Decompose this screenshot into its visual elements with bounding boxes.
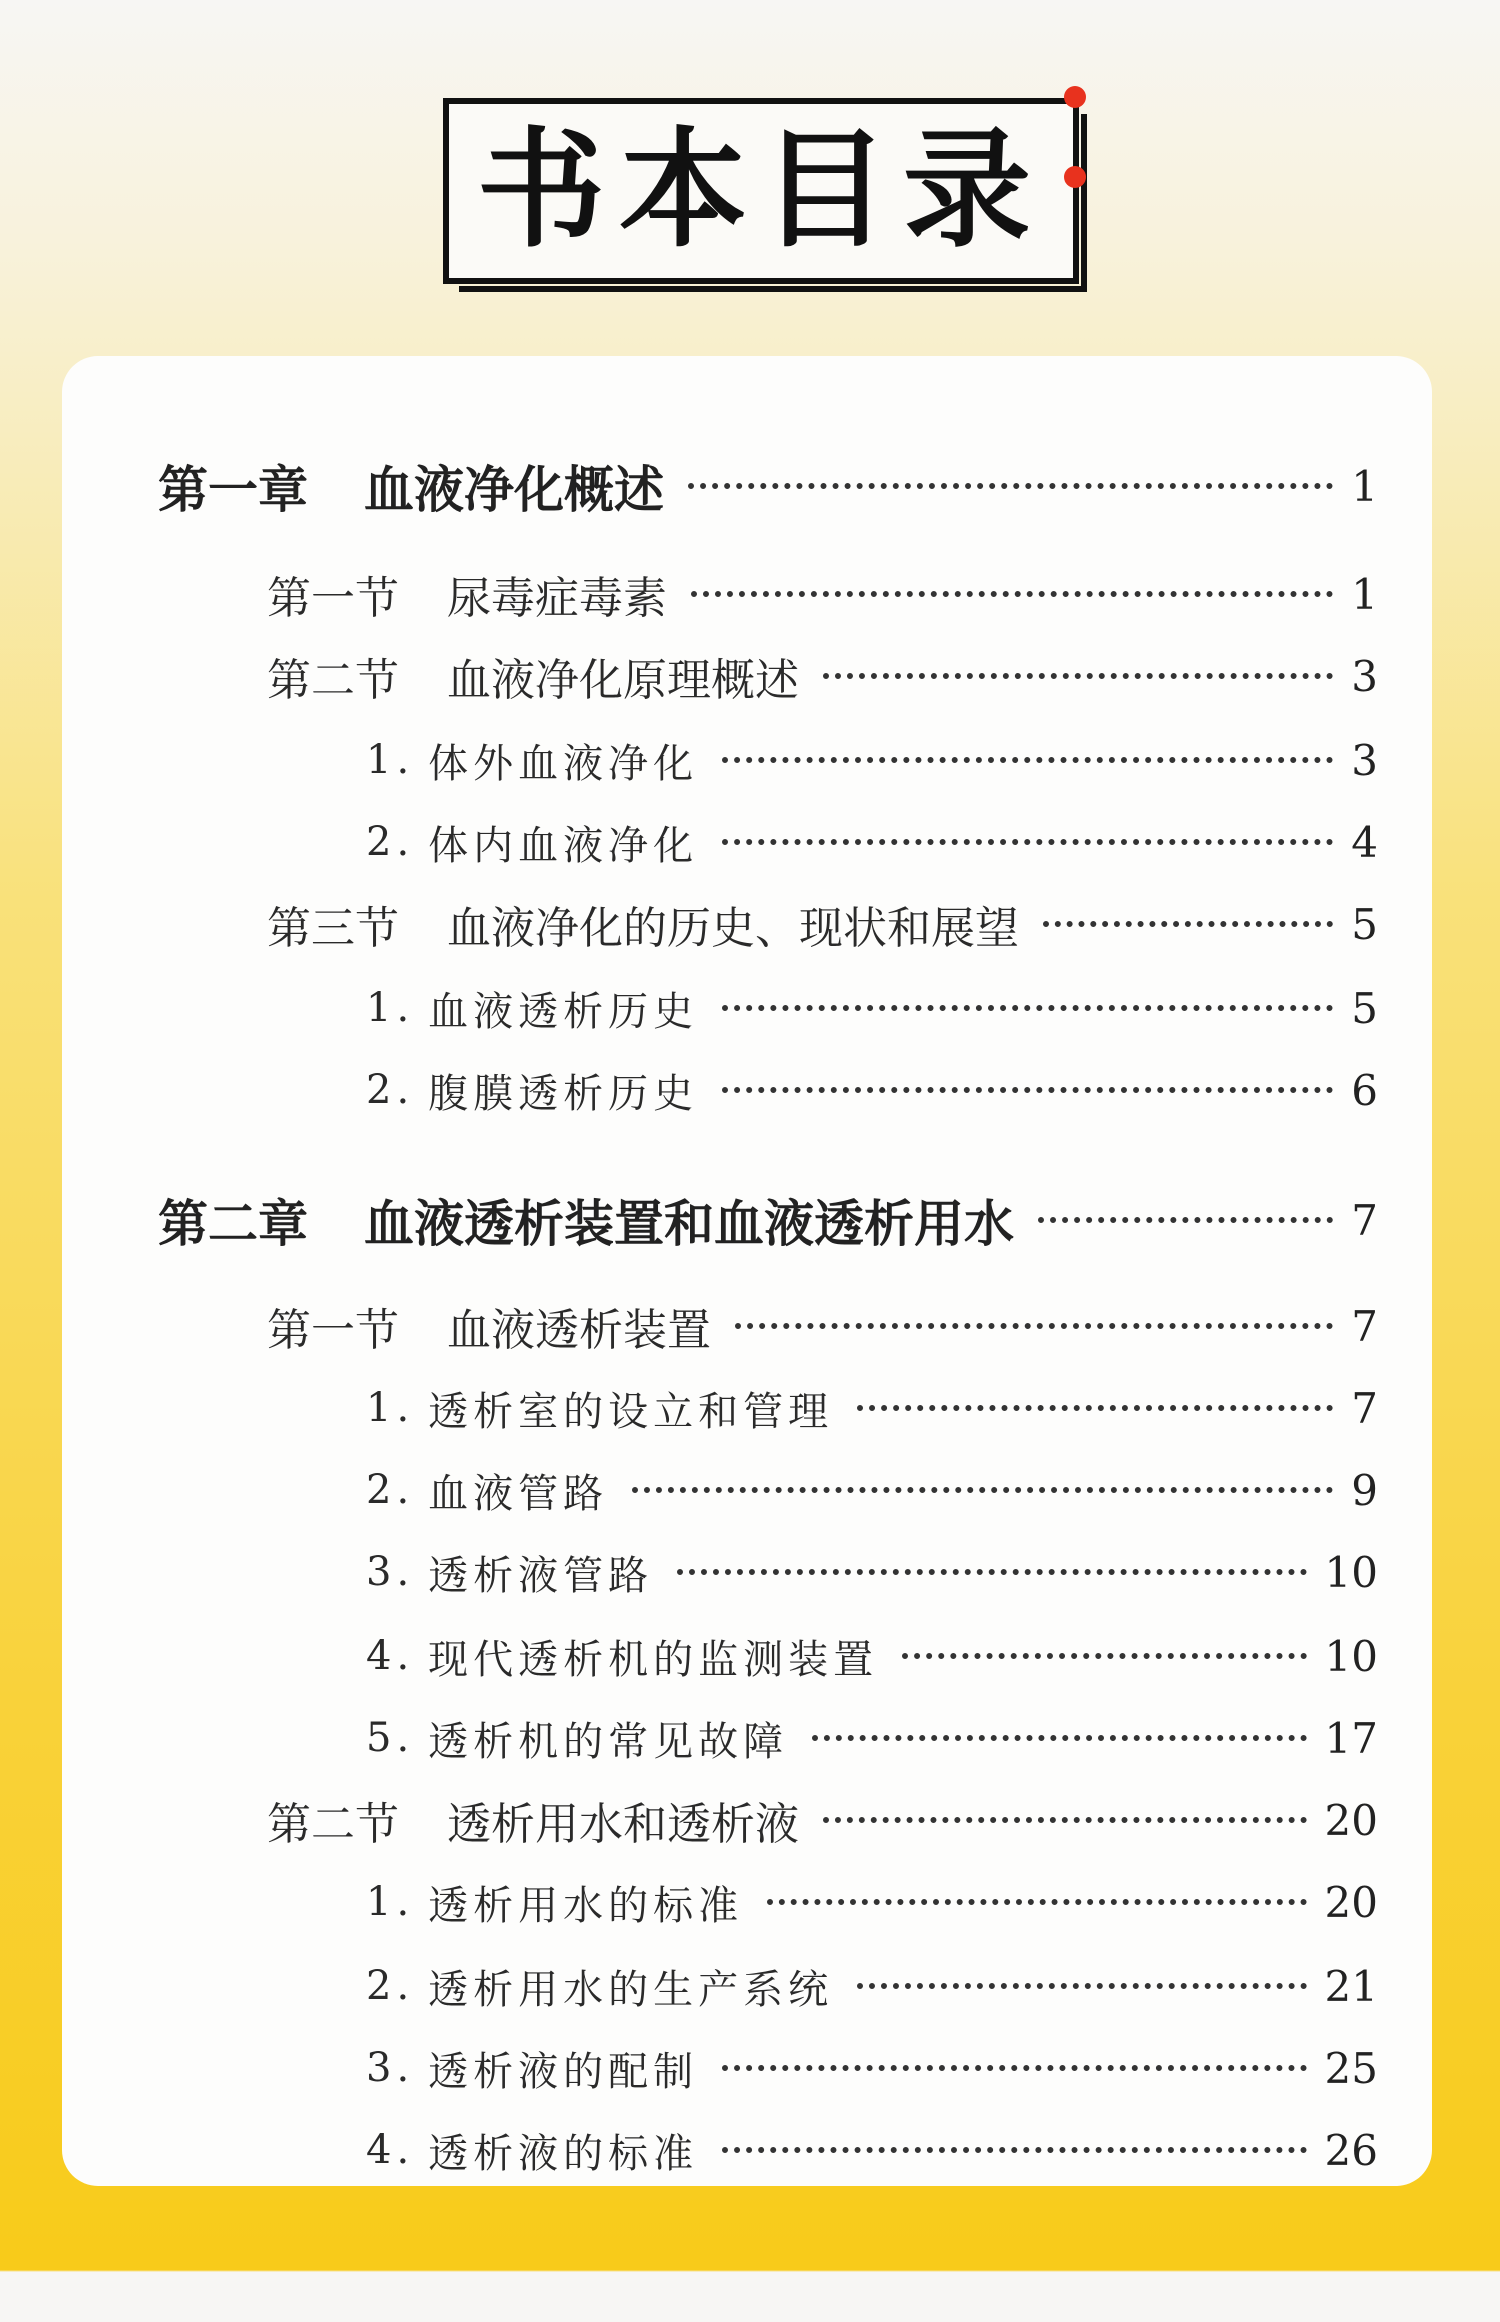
leader-dots bbox=[722, 757, 1333, 763]
toc-page: 20 bbox=[1324, 1795, 1378, 1845]
toc-page: 7 bbox=[1351, 1383, 1378, 1433]
toc-chapter bbox=[158, 446, 1378, 526]
toc-title: 血液净化概述 bbox=[364, 461, 664, 519]
toc-title: 尿毒症毒素 bbox=[447, 573, 667, 624]
toc-page: 17 bbox=[1324, 1713, 1378, 1763]
toc-label: 2. bbox=[366, 1963, 415, 2009]
toc-page: 3 bbox=[1351, 735, 1378, 785]
toc-item bbox=[366, 1700, 1378, 1776]
toc-title: 透析机的常见故障 bbox=[428, 1718, 789, 1765]
title-box bbox=[443, 98, 1079, 284]
leader-dots bbox=[735, 1323, 1333, 1329]
toc-label: 第一节 bbox=[267, 1305, 399, 1356]
toc-section bbox=[267, 1288, 1378, 1364]
leader-dots bbox=[722, 2065, 1306, 2071]
toc-label: 4. bbox=[366, 2127, 415, 2173]
toc-label: 第二章 bbox=[158, 1195, 308, 1253]
toc-chapter bbox=[158, 1180, 1378, 1260]
toc-section bbox=[267, 556, 1378, 632]
leader-dots bbox=[857, 1983, 1306, 1989]
toc-page: 4 bbox=[1351, 817, 1378, 867]
toc-page: 3 bbox=[1351, 651, 1378, 701]
toc-title: 血液透析装置和血液透析用水 bbox=[364, 1195, 1014, 1253]
toc-page: 6 bbox=[1351, 1065, 1378, 1115]
leader-dots bbox=[691, 591, 1333, 597]
leader-dots bbox=[1038, 1217, 1333, 1223]
toc-label: 第一章 bbox=[158, 461, 308, 519]
toc-label: 1. bbox=[366, 985, 415, 1031]
toc-item bbox=[366, 1452, 1378, 1528]
toc-page: 20 bbox=[1324, 1877, 1378, 1927]
toc-label: 1. bbox=[366, 1879, 415, 1925]
toc-item bbox=[366, 2030, 1378, 2106]
toc-page: 26 bbox=[1324, 2125, 1378, 2175]
toc-item bbox=[366, 1370, 1378, 1446]
toc-label: 5. bbox=[366, 1715, 415, 1761]
toc-item bbox=[366, 1052, 1378, 1128]
toc-title: 血液净化原理概述 bbox=[447, 655, 799, 706]
toc-item bbox=[366, 970, 1378, 1046]
toc-title: 血液管路 bbox=[428, 1470, 609, 1517]
toc-page: 5 bbox=[1351, 983, 1378, 1033]
toc-page: 5 bbox=[1351, 899, 1378, 949]
toc-title: 体内血液净化 bbox=[428, 822, 699, 869]
toc-label: 3. bbox=[366, 2045, 415, 2091]
toc-page: 7 bbox=[1351, 1195, 1378, 1245]
toc-title: 现代透析机的监测装置 bbox=[428, 1636, 879, 1683]
toc-label: 1. bbox=[366, 1385, 415, 1431]
toc-label: 2. bbox=[366, 819, 415, 865]
toc-page: 10 bbox=[1324, 1547, 1378, 1597]
toc-label: 第一节 bbox=[267, 573, 399, 624]
toc-label: 2. bbox=[366, 1467, 415, 1513]
toc-label: 2. bbox=[366, 1067, 415, 1113]
toc-item bbox=[366, 1864, 1378, 1940]
toc-title: 血液透析历史 bbox=[428, 988, 699, 1035]
toc-title: 透析液的配制 bbox=[428, 2048, 699, 2095]
toc-page: 1 bbox=[1351, 461, 1378, 511]
toc-title: 透析室的设立和管理 bbox=[428, 1388, 834, 1435]
toc-title: 体外血液净化 bbox=[428, 740, 699, 787]
toc-title: 透析液的标准 bbox=[428, 2130, 699, 2177]
toc-label: 3. bbox=[366, 1549, 415, 1595]
toc-label: 第二节 bbox=[267, 655, 399, 706]
toc-label: 第二节 bbox=[267, 1799, 399, 1850]
toc-item bbox=[366, 1534, 1378, 1610]
leader-dots bbox=[722, 1005, 1333, 1011]
leader-dots bbox=[632, 1487, 1333, 1493]
toc-page: 9 bbox=[1351, 1465, 1378, 1515]
leader-dots bbox=[722, 1087, 1333, 1093]
toc-title: 透析用水和透析液 bbox=[447, 1799, 799, 1850]
toc-page: 10 bbox=[1324, 1631, 1378, 1681]
leader-dots bbox=[677, 1569, 1306, 1575]
leader-dots bbox=[823, 1817, 1307, 1823]
toc-item bbox=[366, 2112, 1378, 2188]
toc-page: 1 bbox=[1351, 569, 1378, 619]
toc-page: 25 bbox=[1324, 2043, 1378, 2093]
toc-item bbox=[366, 722, 1378, 798]
toc-title: 血液净化的历史、现状和展望 bbox=[447, 903, 1019, 954]
leader-dots bbox=[812, 1735, 1306, 1741]
toc-page: 21 bbox=[1324, 1961, 1378, 2011]
leader-dots bbox=[722, 2147, 1306, 2153]
toc-title: 透析用水的生产系统 bbox=[428, 1966, 834, 2013]
red-dot-decoration bbox=[1064, 166, 1086, 188]
red-dot-decoration bbox=[1064, 86, 1086, 108]
toc-title: 透析液管路 bbox=[428, 1552, 654, 1599]
leader-dots bbox=[1043, 921, 1333, 927]
toc-item bbox=[366, 1948, 1378, 2024]
toc-label: 1. bbox=[366, 737, 415, 783]
leader-dots bbox=[857, 1405, 1333, 1411]
leader-dots bbox=[902, 1653, 1306, 1659]
leader-dots bbox=[722, 839, 1333, 845]
toc-card bbox=[62, 356, 1432, 2186]
toc-title: 血液透析装置 bbox=[447, 1305, 711, 1356]
page-title: 书本目录 bbox=[476, 116, 1045, 265]
toc-section bbox=[267, 638, 1378, 714]
toc-item bbox=[366, 804, 1378, 880]
leader-dots bbox=[688, 483, 1333, 489]
toc-title: 腹膜透析历史 bbox=[428, 1070, 699, 1117]
toc-label: 4. bbox=[366, 1633, 415, 1679]
toc-section bbox=[267, 886, 1378, 962]
toc-page: 7 bbox=[1351, 1301, 1378, 1351]
toc-title: 透析用水的标准 bbox=[428, 1882, 744, 1929]
toc-item bbox=[366, 1618, 1378, 1694]
leader-dots bbox=[767, 1899, 1306, 1905]
toc-section bbox=[267, 1782, 1378, 1858]
toc-label: 第三节 bbox=[267, 903, 399, 954]
leader-dots bbox=[823, 673, 1333, 679]
